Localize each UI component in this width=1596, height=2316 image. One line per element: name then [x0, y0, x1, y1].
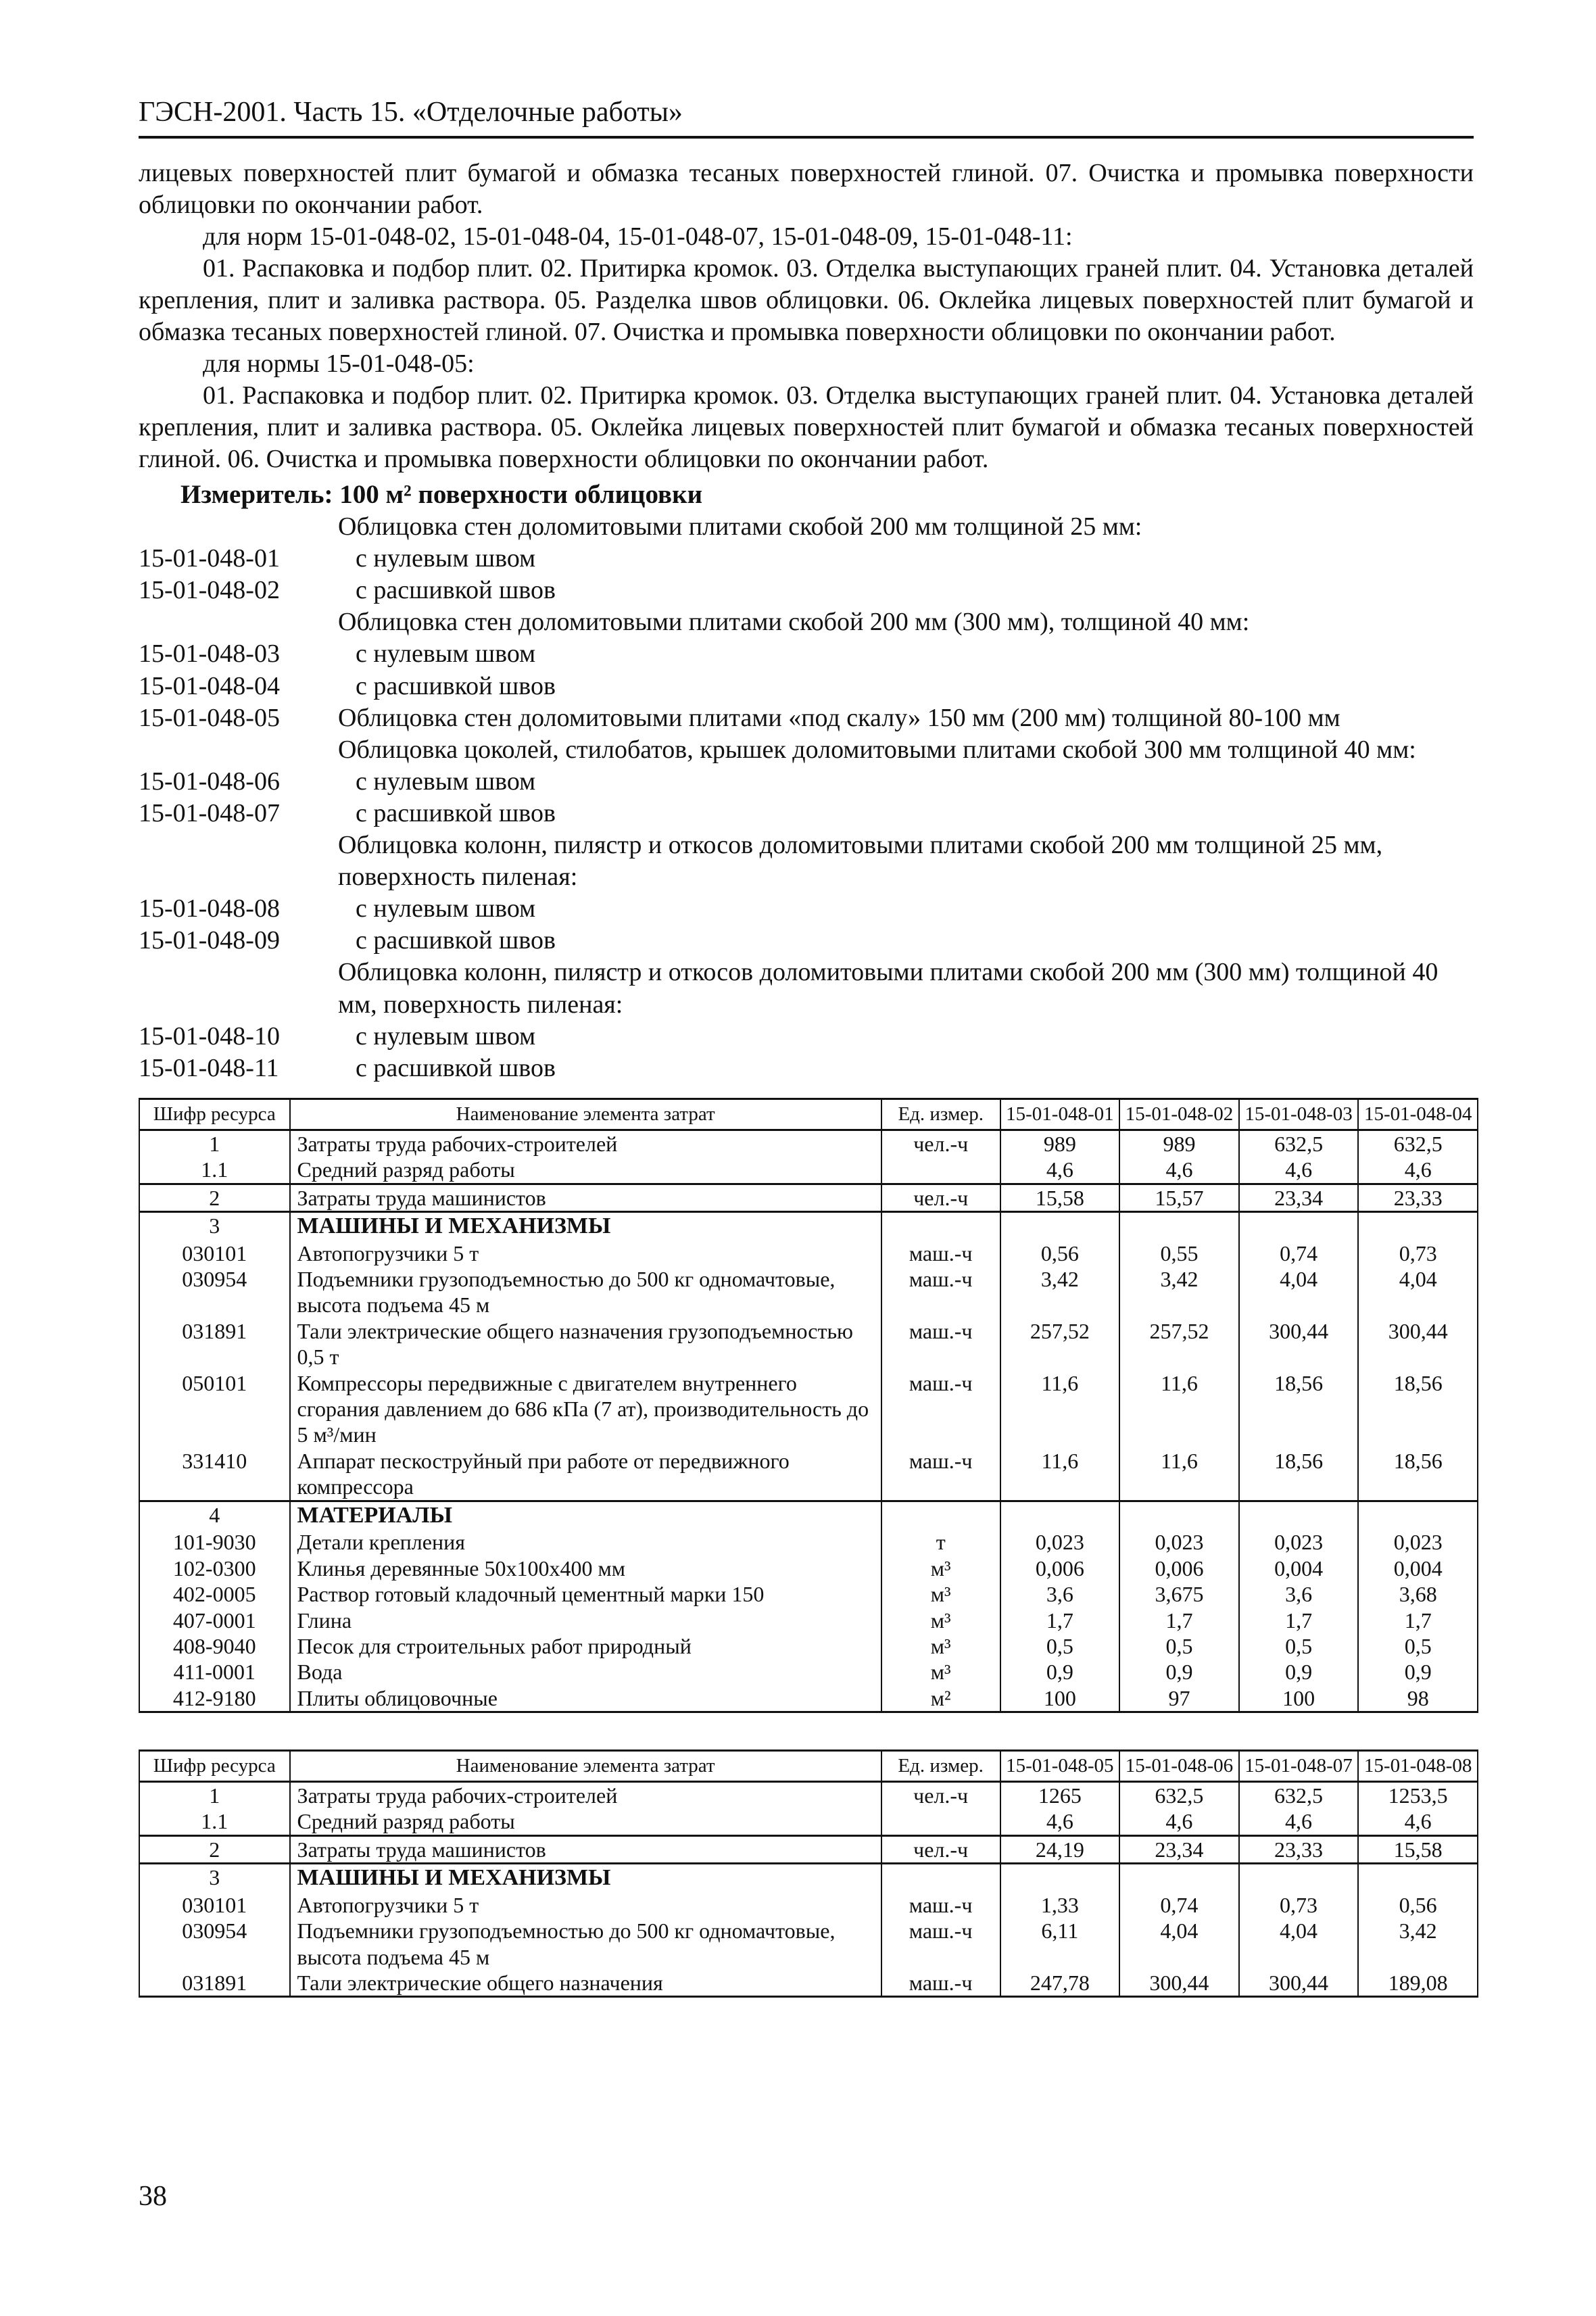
unit: маш.-ч	[881, 1918, 1000, 1970]
value-cell: 0,74	[1119, 1892, 1239, 1918]
table-header-row	[139, 1099, 1478, 1130]
norm-item	[139, 893, 1474, 925]
value-cell: 247,78	[1000, 1970, 1120, 1997]
unit: м³	[881, 1555, 1000, 1581]
resource-code: 1	[139, 1130, 290, 1157]
value-cell: 4,6	[1239, 1808, 1359, 1835]
norm-description: с расшивкой швов	[356, 576, 556, 605]
value-cell: 4,04	[1119, 1918, 1239, 1970]
value-cell: 0,9	[1358, 1659, 1478, 1685]
value-cell: 4,6	[1358, 1808, 1478, 1835]
resource-code: 402-0005	[139, 1581, 290, 1607]
resource-code: 031891	[139, 1318, 290, 1370]
unit: маш.-ч	[881, 1240, 1000, 1266]
resource-code: 050101	[139, 1370, 290, 1448]
unit: м³	[881, 1659, 1000, 1685]
header-code: Шифр ресурса	[139, 1751, 290, 1782]
value-cell: 3,6	[1239, 1581, 1359, 1607]
unit: м³	[881, 1581, 1000, 1607]
value-cell: 100	[1239, 1685, 1359, 1712]
resource-code: 030101	[139, 1240, 290, 1266]
value-cell: 98	[1358, 1685, 1478, 1712]
header-norm-code: 15-01-048-03	[1239, 1099, 1359, 1130]
value-cell: 257,52	[1119, 1318, 1239, 1370]
norm-code: 15-01-048-06	[139, 767, 280, 796]
resource-name: Затраты труда рабочих-строителей	[290, 1130, 881, 1157]
header-norm-code: 15-01-048-08	[1358, 1751, 1478, 1782]
table-row	[139, 1529, 1478, 1555]
unit: м³	[881, 1608, 1000, 1633]
value-cell	[1119, 1211, 1239, 1240]
norm-item	[139, 543, 1474, 575]
value-cell: 97	[1119, 1685, 1239, 1712]
value-cell: 3,42	[1119, 1266, 1239, 1318]
value-cell: 0,73	[1239, 1892, 1359, 1918]
paragraph: лицевых поверхностей плит бумагой и обмазка тесаных поверхностей глиной. 07. Очистка и промывка поверхности облицовки по окончании работ.	[139, 158, 1474, 219]
value-cell: 300,44	[1239, 1318, 1359, 1370]
header-norm-code: 15-01-048-04	[1358, 1099, 1478, 1130]
value-cell: 4,04	[1239, 1918, 1359, 1970]
value-cell: 3,6	[1000, 1581, 1120, 1607]
norm-code: 15-01-048-05	[139, 703, 280, 732]
table-row	[139, 1633, 1478, 1659]
value-cell: 989	[1119, 1130, 1239, 1157]
value-cell: 18,56	[1239, 1448, 1359, 1501]
value-cell: 23,33	[1358, 1184, 1478, 1211]
table-row	[139, 1608, 1478, 1633]
norm-description: с нулевым швом	[356, 544, 536, 573]
value-cell: 0,023	[1119, 1529, 1239, 1555]
resource-name: Глина	[290, 1608, 881, 1633]
norm-item	[139, 798, 1474, 829]
value-cell: 11,6	[1119, 1370, 1239, 1448]
value-cell: 632,5	[1119, 1781, 1239, 1808]
norm-item	[139, 1053, 1474, 1084]
norm-item	[139, 766, 1474, 798]
norm-code	[139, 511, 338, 543]
unit	[881, 1157, 1000, 1184]
norm-description: Облицовка стен доломитовыми плитами «под скалу» 150 мм (200 мм) толщиной 80-100 мм	[338, 703, 1340, 732]
resource-name: Тали электрические общего назначения грузоподъемностью 0,5 т	[290, 1318, 881, 1370]
value-cell: 0,9	[1239, 1659, 1359, 1685]
group-row	[139, 1501, 1478, 1529]
resource-name: МАТЕРИАЛЫ	[290, 1501, 881, 1529]
value-cell: 0,023	[1239, 1529, 1359, 1555]
norm-code	[139, 606, 338, 638]
norm-description: с нулевым швом	[356, 767, 536, 796]
resource-name: Песок для строительных работ природный	[290, 1633, 881, 1659]
resource-table	[139, 1750, 1478, 1998]
table-row	[139, 1685, 1478, 1712]
resource-code: 101-9030	[139, 1529, 290, 1555]
norm-description: с нулевым швом	[356, 894, 536, 923]
norm-description: Облицовка цоколей, стилобатов, крышек доломитовыми плитами скобой 300 мм толщиной 40 мм:	[338, 735, 1416, 764]
value-cell: 0,004	[1358, 1555, 1478, 1581]
value-cell	[1119, 1501, 1239, 1529]
table-row	[139, 1448, 1478, 1501]
resource-name: Плиты облицовочные	[290, 1685, 881, 1712]
value-cell: 300,44	[1239, 1970, 1359, 1997]
value-cell: 18,56	[1358, 1370, 1478, 1448]
paragraph: для норм 15-01-048-02, 15-01-048-04, 15-01-048-07, 15-01-048-09, 15-01-048-11:	[203, 222, 1073, 251]
value-cell: 1,33	[1000, 1892, 1120, 1918]
resource-code: 4	[139, 1501, 290, 1529]
value-cell: 300,44	[1358, 1318, 1478, 1370]
norm-code: 15-01-048-08	[139, 894, 280, 923]
norm-description: с нулевым швом	[356, 1021, 536, 1051]
header-norm-code: 15-01-048-06	[1119, 1751, 1239, 1782]
value-cell: 23,34	[1239, 1184, 1359, 1211]
header-norm-code: 15-01-048-02	[1119, 1099, 1239, 1130]
value-cell: 15,58	[1358, 1835, 1478, 1863]
resource-name: Затраты труда машинистов	[290, 1835, 881, 1863]
norm-group-title	[139, 829, 1474, 893]
value-cell: 15,57	[1119, 1184, 1239, 1211]
value-cell: 0,004	[1239, 1555, 1359, 1581]
table-row	[139, 1918, 1478, 1970]
table-row	[139, 1184, 1478, 1211]
group-row	[139, 1211, 1478, 1240]
header-name: Наименование элемента затрат	[290, 1099, 881, 1130]
norm-description: Облицовка колонн, пилястр и откосов доломитовыми плитами скобой 200 мм толщиной 25 мм, поверхность пиленая:	[338, 831, 1383, 892]
value-cell: 0,56	[1358, 1892, 1478, 1918]
value-cell: 3,68	[1358, 1581, 1478, 1607]
resource-name: Средний разряд работы	[290, 1808, 881, 1835]
unit: чел.-ч	[881, 1184, 1000, 1211]
header-code: Шифр ресурса	[139, 1099, 290, 1130]
value-cell: 4,04	[1358, 1266, 1478, 1318]
resource-code: 030101	[139, 1892, 290, 1918]
value-cell	[1119, 1864, 1239, 1892]
value-cell: 632,5	[1358, 1130, 1478, 1157]
unit: маш.-ч	[881, 1318, 1000, 1370]
norm-group-title	[139, 606, 1474, 638]
norm-item	[139, 638, 1474, 670]
norm-code: 15-01-048-03	[139, 640, 280, 669]
unit: маш.-ч	[881, 1970, 1000, 1997]
header-norm-code: 15-01-048-07	[1239, 1751, 1359, 1782]
resource-code: 3	[139, 1864, 290, 1892]
value-cell: 189,08	[1358, 1970, 1478, 1997]
table-row	[139, 1157, 1478, 1184]
norm-group-title	[139, 957, 1474, 1020]
unit: м²	[881, 1685, 1000, 1712]
unit: чел.-ч	[881, 1130, 1000, 1157]
resource-code: 412-9180	[139, 1685, 290, 1712]
unit: маш.-ч	[881, 1892, 1000, 1918]
unit	[881, 1501, 1000, 1529]
resource-name: Подъемники грузоподъемностью до 500 кг одномачтовые, высота подъема 45 м	[290, 1266, 881, 1318]
value-cell: 3,42	[1358, 1918, 1478, 1970]
value-cell: 4,6	[1239, 1157, 1359, 1184]
unit: маш.-ч	[881, 1448, 1000, 1501]
value-cell: 1,7	[1119, 1608, 1239, 1633]
resource-name: Затраты труда рабочих-строителей	[290, 1781, 881, 1808]
value-cell: 0,006	[1119, 1555, 1239, 1581]
value-cell: 0,023	[1358, 1529, 1478, 1555]
value-cell: 0,55	[1119, 1240, 1239, 1266]
norm-item	[139, 671, 1474, 702]
page-number: 38	[139, 2181, 167, 2212]
norm-group-title	[139, 511, 1474, 543]
description-text	[139, 158, 1474, 476]
table-row	[139, 1370, 1478, 1448]
value-cell: 1,7	[1000, 1608, 1120, 1633]
resource-code: 1.1	[139, 1157, 290, 1184]
resource-name: МАШИНЫ И МЕХАНИЗМЫ	[290, 1211, 881, 1240]
norm-code: 15-01-048-09	[139, 926, 280, 955]
table-row	[139, 1659, 1478, 1685]
table-row	[139, 1240, 1478, 1266]
norm-code: 15-01-048-02	[139, 576, 280, 605]
resource-name: Средний разряд работы	[290, 1157, 881, 1184]
resource-name: Затраты труда машинистов	[290, 1184, 881, 1211]
value-cell: 0,5	[1239, 1633, 1359, 1659]
norm-code	[139, 734, 338, 766]
resource-name: Аппарат пескоструйный при работе от передвижного компрессора	[290, 1448, 881, 1501]
norm-item	[139, 925, 1474, 957]
value-cell: 0,9	[1000, 1659, 1120, 1685]
table-row	[139, 1970, 1478, 1997]
value-cell: 11,6	[1119, 1448, 1239, 1501]
value-cell: 1253,5	[1358, 1781, 1478, 1808]
resource-name: Автопогрузчики 5 т	[290, 1892, 881, 1918]
unit	[881, 1808, 1000, 1835]
unit: т	[881, 1529, 1000, 1555]
group-row	[139, 1864, 1478, 1892]
norm-description: с нулевым швом	[356, 640, 536, 669]
value-cell: 0,006	[1000, 1555, 1120, 1581]
value-cell: 1,7	[1239, 1608, 1359, 1633]
value-cell: 0,74	[1239, 1240, 1359, 1266]
table-row	[139, 1835, 1478, 1863]
resource-code: 031891	[139, 1970, 290, 1997]
value-cell	[1000, 1211, 1120, 1240]
value-cell: 0,023	[1000, 1529, 1120, 1555]
norm-description: Облицовка стен доломитовыми плитами скобой 200 мм (300 мм), толщиной 40 мм:	[338, 608, 1250, 637]
value-cell: 6,11	[1000, 1918, 1120, 1970]
table-row	[139, 1130, 1478, 1157]
value-cell: 0,9	[1119, 1659, 1239, 1685]
resource-code: 411-0001	[139, 1659, 290, 1685]
value-cell: 18,56	[1239, 1370, 1359, 1448]
resource-name: Тали электрические общего назначения	[290, 1970, 881, 1997]
norm-item	[139, 702, 1474, 734]
resource-name: Компрессоры передвижные с двигателем внутреннего сгорания давлением до 686 кПа (7 ат), производительность до 5 м³/мин	[290, 1370, 881, 1448]
resource-code: 408-9040	[139, 1633, 290, 1659]
value-cell: 100	[1000, 1685, 1120, 1712]
resource-name: Автопогрузчики 5 т	[290, 1240, 881, 1266]
header-norm-code: 15-01-048-01	[1000, 1099, 1120, 1130]
unit	[881, 1864, 1000, 1892]
table-row	[139, 1581, 1478, 1607]
running-header: ГЭСН-2001. Часть 15. «Отделочные работы»	[139, 95, 1474, 139]
value-cell: 0,5	[1119, 1633, 1239, 1659]
table-header-row	[139, 1751, 1478, 1782]
resource-code: 1.1	[139, 1808, 290, 1835]
resource-code: 030954	[139, 1266, 290, 1318]
header-name: Наименование элемента затрат	[290, 1751, 881, 1782]
value-cell: 0,5	[1000, 1633, 1120, 1659]
value-cell: 23,34	[1119, 1835, 1239, 1863]
value-cell: 632,5	[1239, 1130, 1359, 1157]
value-cell: 4,6	[1358, 1157, 1478, 1184]
value-cell: 4,04	[1239, 1266, 1359, 1318]
resource-name: Клинья деревянные 50х100х400 мм	[290, 1555, 881, 1581]
table-row	[139, 1318, 1478, 1370]
value-cell: 11,6	[1000, 1448, 1120, 1501]
value-cell: 1,7	[1358, 1608, 1478, 1633]
resource-code: 102-0300	[139, 1555, 290, 1581]
table-row	[139, 1892, 1478, 1918]
value-cell	[1358, 1864, 1478, 1892]
value-cell	[1239, 1211, 1359, 1240]
value-cell: 24,19	[1000, 1835, 1120, 1863]
unit: м³	[881, 1633, 1000, 1659]
resource-tables	[139, 1098, 1474, 1998]
value-cell	[1000, 1864, 1120, 1892]
value-cell: 1265	[1000, 1781, 1120, 1808]
norm-code: 15-01-048-11	[139, 1053, 279, 1082]
value-cell: 3,42	[1000, 1266, 1120, 1318]
resource-name: Детали крепления	[290, 1529, 881, 1555]
measure-heading: Измеритель: 100 м² поверхности облицовки	[180, 479, 703, 509]
norm-group-title	[139, 734, 1474, 766]
header-norm-code: 15-01-048-05	[1000, 1751, 1120, 1782]
norm-code: 15-01-048-07	[139, 798, 280, 827]
norm-code: 15-01-048-01	[139, 544, 280, 573]
resource-code: 331410	[139, 1448, 290, 1501]
value-cell: 11,6	[1000, 1370, 1120, 1448]
resource-code: 407-0001	[139, 1608, 290, 1633]
norm-description: с расшивкой швов	[356, 1053, 556, 1082]
unit	[881, 1211, 1000, 1240]
value-cell	[1239, 1501, 1359, 1529]
table-row	[139, 1781, 1478, 1808]
unit: чел.-ч	[881, 1781, 1000, 1808]
value-cell	[1000, 1501, 1120, 1529]
value-cell: 300,44	[1119, 1970, 1239, 1997]
value-cell: 0,73	[1358, 1240, 1478, 1266]
norm-item	[139, 575, 1474, 606]
value-cell: 989	[1000, 1130, 1120, 1157]
value-cell: 4,6	[1119, 1157, 1239, 1184]
value-cell: 257,52	[1000, 1318, 1120, 1370]
value-cell	[1358, 1211, 1478, 1240]
resource-name: Вода	[290, 1659, 881, 1685]
paragraph: для нормы 15-01-048-05:	[203, 349, 475, 379]
value-cell: 23,33	[1239, 1835, 1359, 1863]
norm-description: с расшивкой швов	[356, 926, 556, 955]
table-row	[139, 1555, 1478, 1581]
paragraph: 01. Распаковка и подбор плит. 02. Притирка кромок. 03. Отделка выступающих граней плит. 04. Установка деталей крепления, плит и заливка раствора. 05. Оклейка лицевых поверхностей плит бумагой и обмазка тесаных поверхностей глиной. 06. Очистка и промывка поверхности облицовки по окончании работ.	[139, 381, 1474, 474]
resource-name: Подъемники грузоподъемностью до 500 кг одномачтовые, высота подъема 45 м	[290, 1918, 881, 1970]
norm-description: Облицовка колонн, пилястр и откосов доломитовыми плитами скобой 200 мм (300 мм) толщиной 40 мм, поверхность пиленая:	[338, 958, 1438, 1019]
resource-code: 2	[139, 1835, 290, 1863]
norm-list	[139, 511, 1474, 1084]
resource-name: Раствор готовый кладочный цементный марки 150	[290, 1581, 881, 1607]
table-gap	[139, 1713, 1474, 1736]
value-cell	[1239, 1864, 1359, 1892]
resource-table	[139, 1098, 1478, 1713]
norm-code: 15-01-048-04	[139, 671, 280, 700]
norm-description: с расшивкой швов	[356, 798, 556, 827]
norm-code	[139, 957, 338, 1020]
norm-code	[139, 829, 338, 893]
norm-description: с расшивкой швов	[356, 671, 556, 700]
value-cell: 0,56	[1000, 1240, 1120, 1266]
value-cell	[1358, 1501, 1478, 1529]
norm-code: 15-01-048-10	[139, 1021, 280, 1051]
value-cell: 3,675	[1119, 1581, 1239, 1607]
value-cell: 18,56	[1358, 1448, 1478, 1501]
resource-name: МАШИНЫ И МЕХАНИЗМЫ	[290, 1864, 881, 1892]
resource-code: 1	[139, 1781, 290, 1808]
header-unit: Ед. измер.	[881, 1751, 1000, 1782]
document-page	[139, 95, 1474, 1998]
paragraph: 01. Распаковка и подбор плит. 02. Притирка кромок. 03. Отделка выступающих граней плит. 04. Установка деталей крепления, плит и заливка раствора. 05. Разделка швов облицовки. 06. Оклейка лицевых поверхностей плит бумагой и обмазка тесаных поверхностей глиной. 07. Очистка и промывка поверхности облицовки по окончании работ.	[139, 254, 1474, 347]
value-cell: 4,6	[1000, 1808, 1120, 1835]
value-cell: 4,6	[1000, 1157, 1120, 1184]
value-cell: 632,5	[1239, 1781, 1359, 1808]
resource-code: 3	[139, 1211, 290, 1240]
table-row	[139, 1266, 1478, 1318]
resource-code: 030954	[139, 1918, 290, 1970]
unit: маш.-ч	[881, 1370, 1000, 1448]
value-cell: 4,6	[1119, 1808, 1239, 1835]
resource-code: 2	[139, 1184, 290, 1211]
norm-item	[139, 1021, 1474, 1053]
value-cell: 15,58	[1000, 1184, 1120, 1211]
value-cell: 0,5	[1358, 1633, 1478, 1659]
norm-description: Облицовка стен доломитовыми плитами скобой 200 мм толщиной 25 мм:	[338, 512, 1142, 541]
table-row	[139, 1808, 1478, 1835]
header-unit: Ед. измер.	[881, 1099, 1000, 1130]
unit: маш.-ч	[881, 1266, 1000, 1318]
unit: чел.-ч	[881, 1835, 1000, 1863]
